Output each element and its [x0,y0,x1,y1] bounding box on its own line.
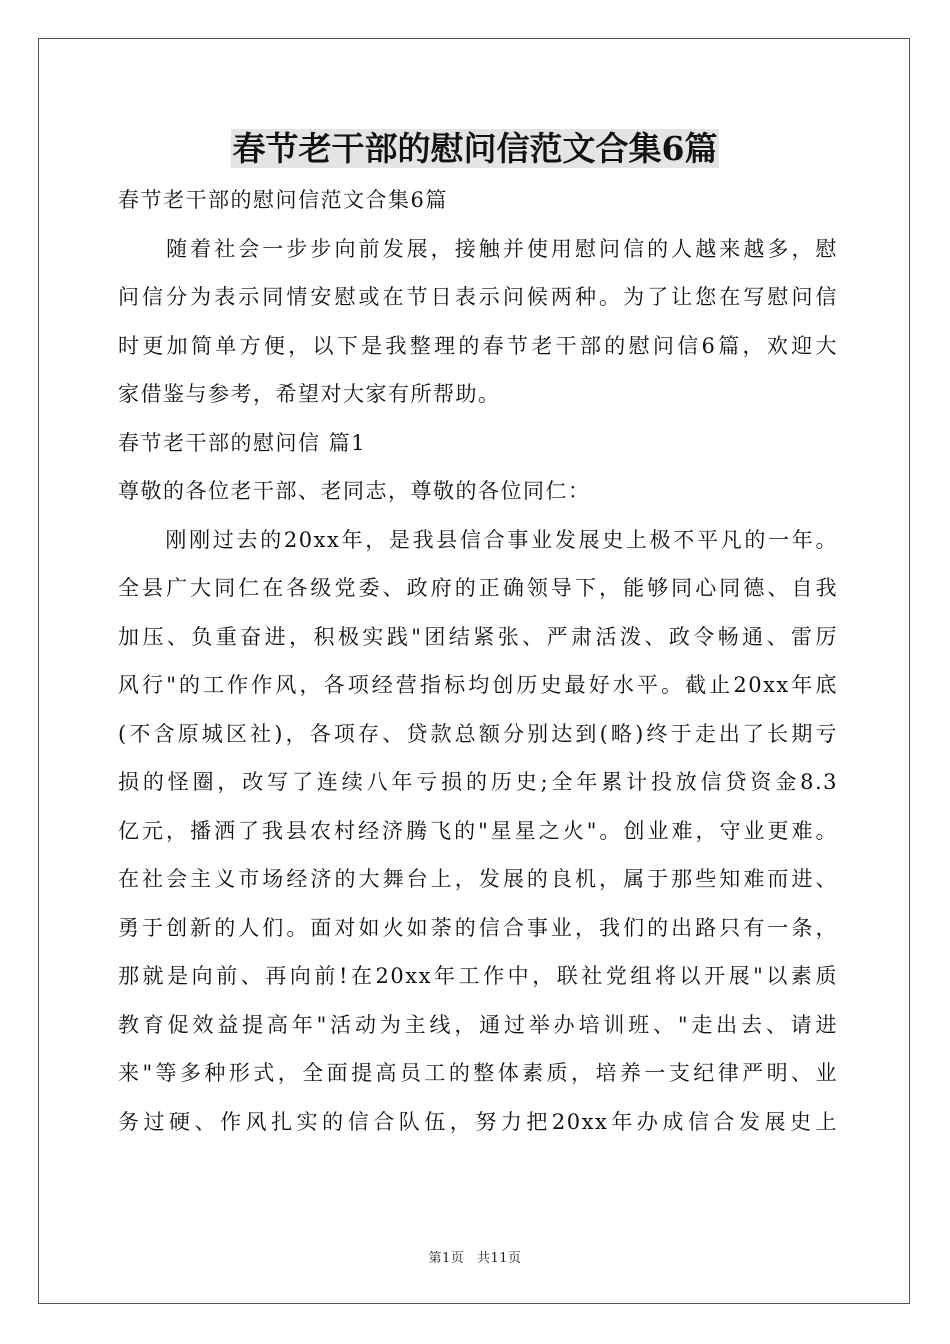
body-line-9: 勇于创新的人们。面对如火如荼的信合事业，我们的出路只有一条， [118,915,838,940]
document-body [118,176,838,1146]
page-total: 共11页 [476,1251,522,1266]
intro-line-4: 家借鉴与参考，希望对大家有所帮助。 [118,382,501,406]
document-title-text: 春节老干部的慰问信范文合集6篇 [232,129,718,168]
body-line-8: 在社会主义市场经济的大舞台上，发展的良机，属于那些知难而进、 [118,867,838,891]
body-line-7: 亿元，播洒了我县农村经济腾飞的"星星之火"。创业难，守业更难。 [118,818,838,843]
section-heading: 春节老干部的慰问信 篇1 [118,430,367,455]
body-line-4: 风行"的工作作风，各项经营指标均创历史最好水平。截止20xx年底 [118,673,838,697]
body-line-5: (不含原城区社)，各项存、贷款总额分别达到(略)终于走出了长期亏 [118,721,838,746]
body-line-2: 全县广大同仁在各级党委、政府的正确领导下，能够同心同德、自我 [118,576,838,600]
body-line-10: 那就是向前、再向前!在20xx年工作中，联社党组将以开展"以素质 [118,964,838,988]
intro-line-2: 问信分为表示同情安慰或在节日表示问候两种。为了让您在写慰问信 [118,285,838,309]
body-line-13: 务过硬、作风扎实的信合队伍，努力把20xx年办成信合发展史上 [118,1109,838,1134]
page-number: 第1页 [428,1251,465,1266]
intro-line-1: 随着社会一步步向前发展，接触并使用慰问信的人越来越多，慰 [118,236,838,261]
body-line-11: 教育促效益提高年"活动为主线，通过举办培训班、"走出去、请进 [118,1012,838,1037]
page-footer [0,1247,950,1266]
body-line-3: 加压、负重奋进，积极实践"团结紧张、严肃活泼、政令畅通、雷厉 [118,624,838,649]
intro-line-3: 时更加简单方便，以下是我整理的春节老干部的慰问信6篇，欢迎大 [118,333,838,358]
body-line-6: 损的怪圈，改写了连续八年亏损的历史;全年累计投放信贷资金8.3 [118,770,838,794]
document-title [0,126,950,172]
body-line-1: 刚刚过去的20xx年，是我县信合事业发展史上极不平凡的一年。 [118,527,838,552]
subtitle-line: 春节老干部的慰问信范文合集6篇 [118,188,448,212]
body-line-12: 来"等多种形式，全面提高员工的整体素质，培养一支纪律严明、业 [118,1061,838,1085]
salutation-line: 尊敬的各位老干部、老同志，尊敬的各位同仁： [118,479,591,503]
